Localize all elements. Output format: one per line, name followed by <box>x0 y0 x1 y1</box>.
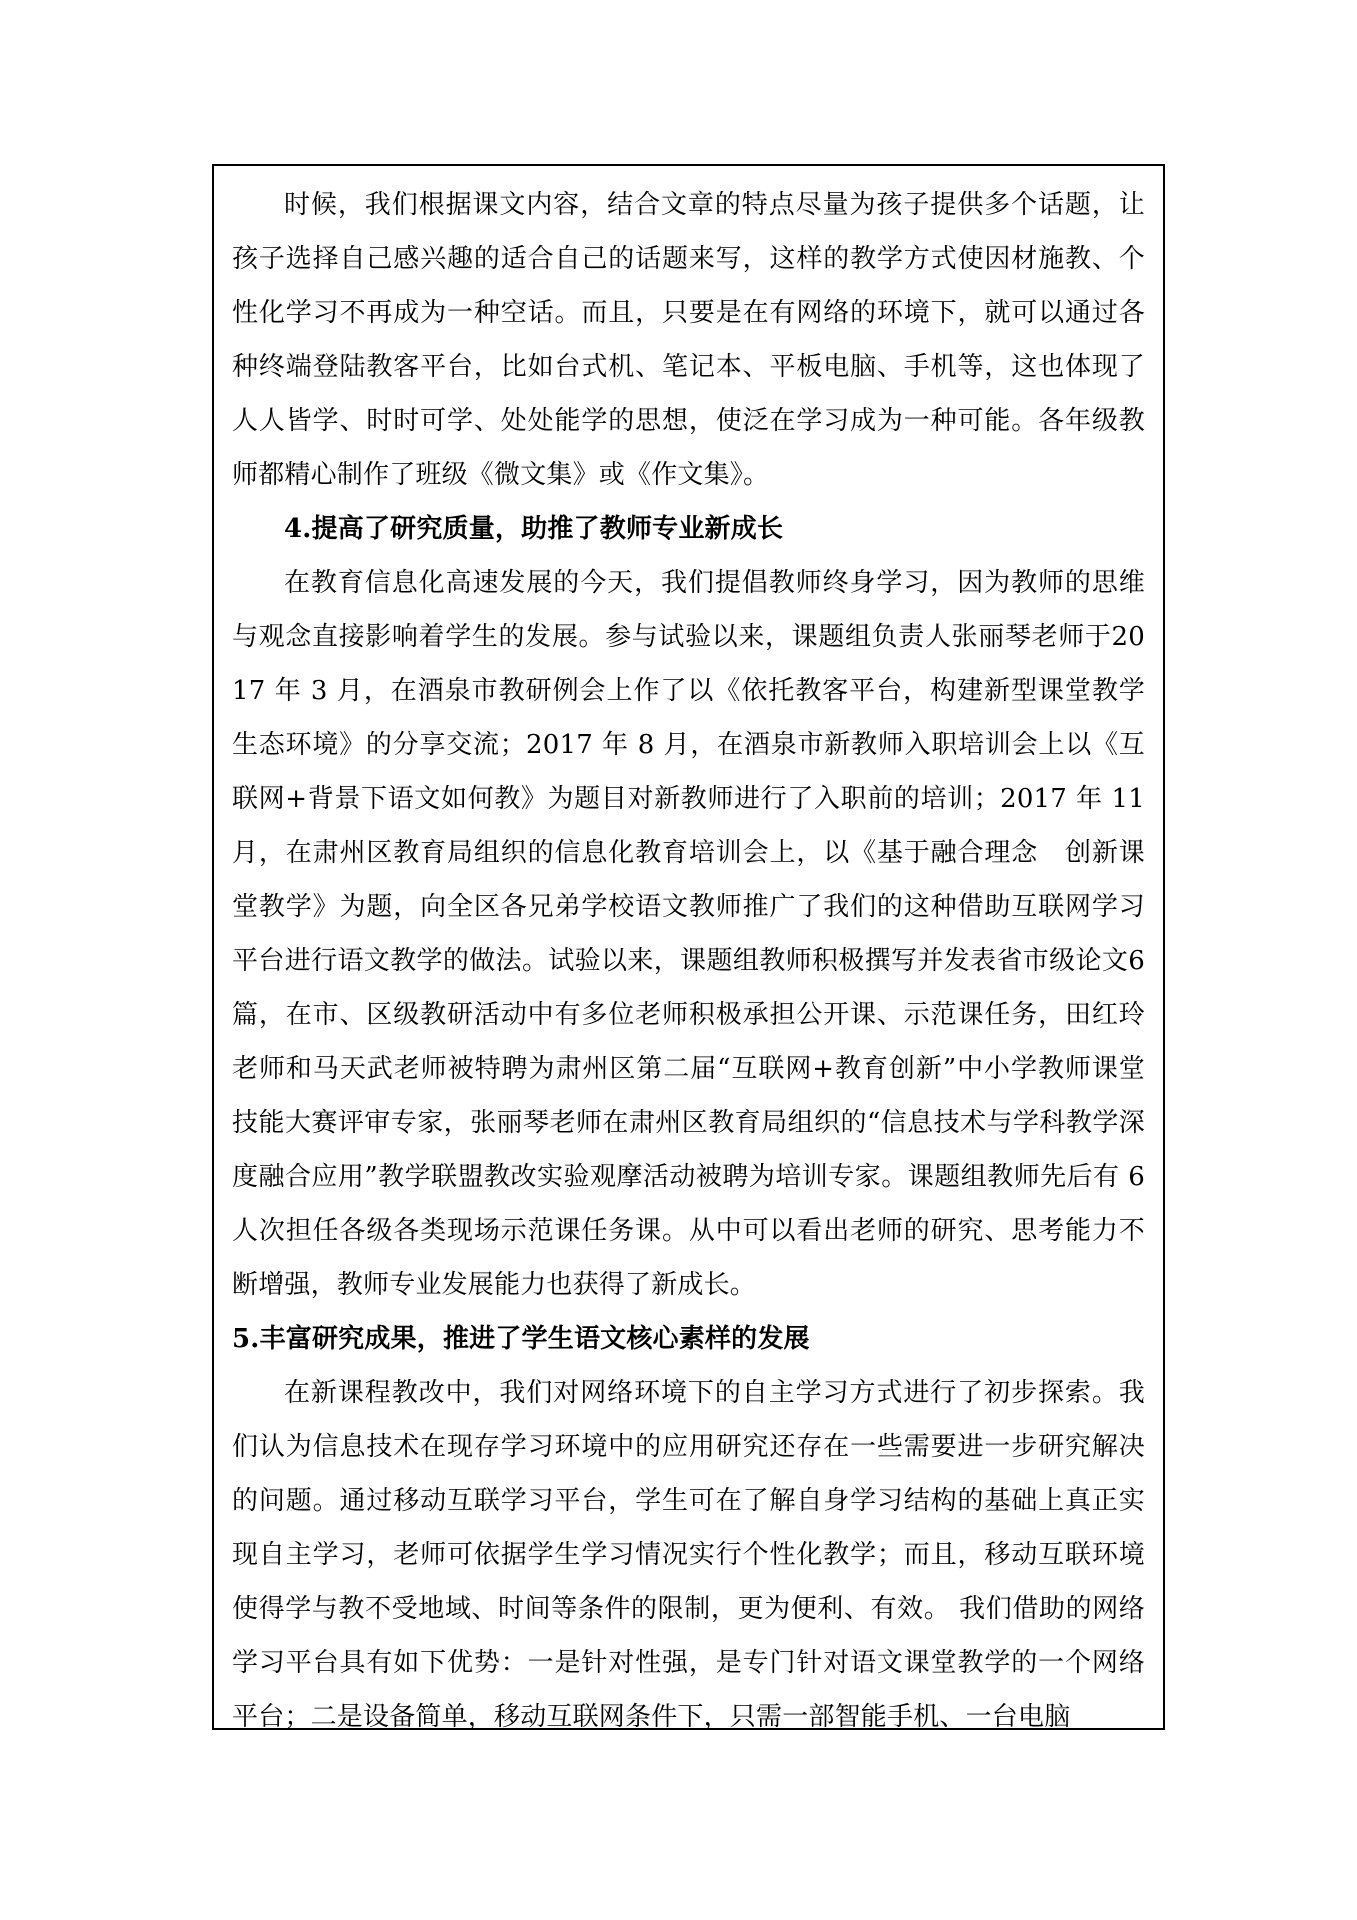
cell-content <box>232 178 1145 1744</box>
paragraph-student-literacy: 在新课程教改中，我们对网络环境下的自主学习方式进行了初步探索。我们认为信息技术在现存学习环境中的应用研究还存在一些需要进一步研究解决的问题。通过移动互联学习平台，学生可在了解自身学习结构的基础上真正实现自主学习，老师可依据学生学习情况实行个性化教学；而且，移动互联环境使得学与教不受地域、时间等条件的限制，更为便利、有效。 我们借助的网络学习平台具有如下优势：一是针对性强，是专门针对语文课堂教学的一个网络平台；二是设备简单，移动互联网条件下，只需一部智能手机、一台电脑 <box>232 1378 1145 1732</box>
heading-teacher-growth: 4.提高了研究质量，助推了教师专业新成长 <box>284 514 784 544</box>
paragraph-teacher-growth: 在教育信息化高速发展的今天，我们提倡教师终身学习，因为教师的思维与观念直接影响着学生的发展。参与试验以来，课题组负责人张丽琴老师于2017 年 3 月，在酒泉市教研例会上作了以《依托教客平台，构建新型课堂教学生态环境》的分享交流；2017 年 8 月，在酒泉市新教师入职培训会上以《互联网+背景下语文如何教》为题目对新教师进行了入职前的培训；2017 年 11月，在肃州区教育局组织的信息化教育培训会上，以《基于融合理念 创新课堂教学》为题，向全区各兄弟学校语文教师推广了我们的这种借助互联网学习平台进行语文教学的做法。试验以来，课题组教师积极撰写并发表省市级论文6 篇，在市、区级教研活动中有多位老师积极承担公开课、示范课任务，田红玲老师和马天武老师被特聘为肃州区第二届“互联网+教育创新”中小学教师课堂技能大赛评审专家，张丽琴老师在肃州区教育局组织的“信息技术与学科教学深度融合应用”教学联盟教改实验观摩活动被聘为培训专家。课题组教师先后有 6 人次担任各级各类现场示范课任务课。从中可以看出老师的研究、思考能力不断增强，教师专业发展能力也获得了新成长。 <box>232 568 1145 1300</box>
paragraph-teaching-method: 时候，我们根据课文内容，结合文章的特点尽量为孩子提供多个话题，让孩子选择自己感兴趣的适合自己的话题来写，这样的教学方式使因材施教、个性化学习不再成为一种空话。而且，只要是在有网络的环境下，就可以通过各种终端登陆教客平台，比如台式机、笔记本、平板电脑、手机等，这也体现了人人皆学、时时可学、处处能学的思想，使泛在学习成为一种可能。各年级教师都精心制作了班级《微文集》或《作文集》。 <box>232 190 1145 490</box>
table-cell-frame <box>212 164 1165 1730</box>
heading-student-literacy: 5.丰富研究成果，推进了学生语文核心素样的发展 <box>232 1324 810 1354</box>
